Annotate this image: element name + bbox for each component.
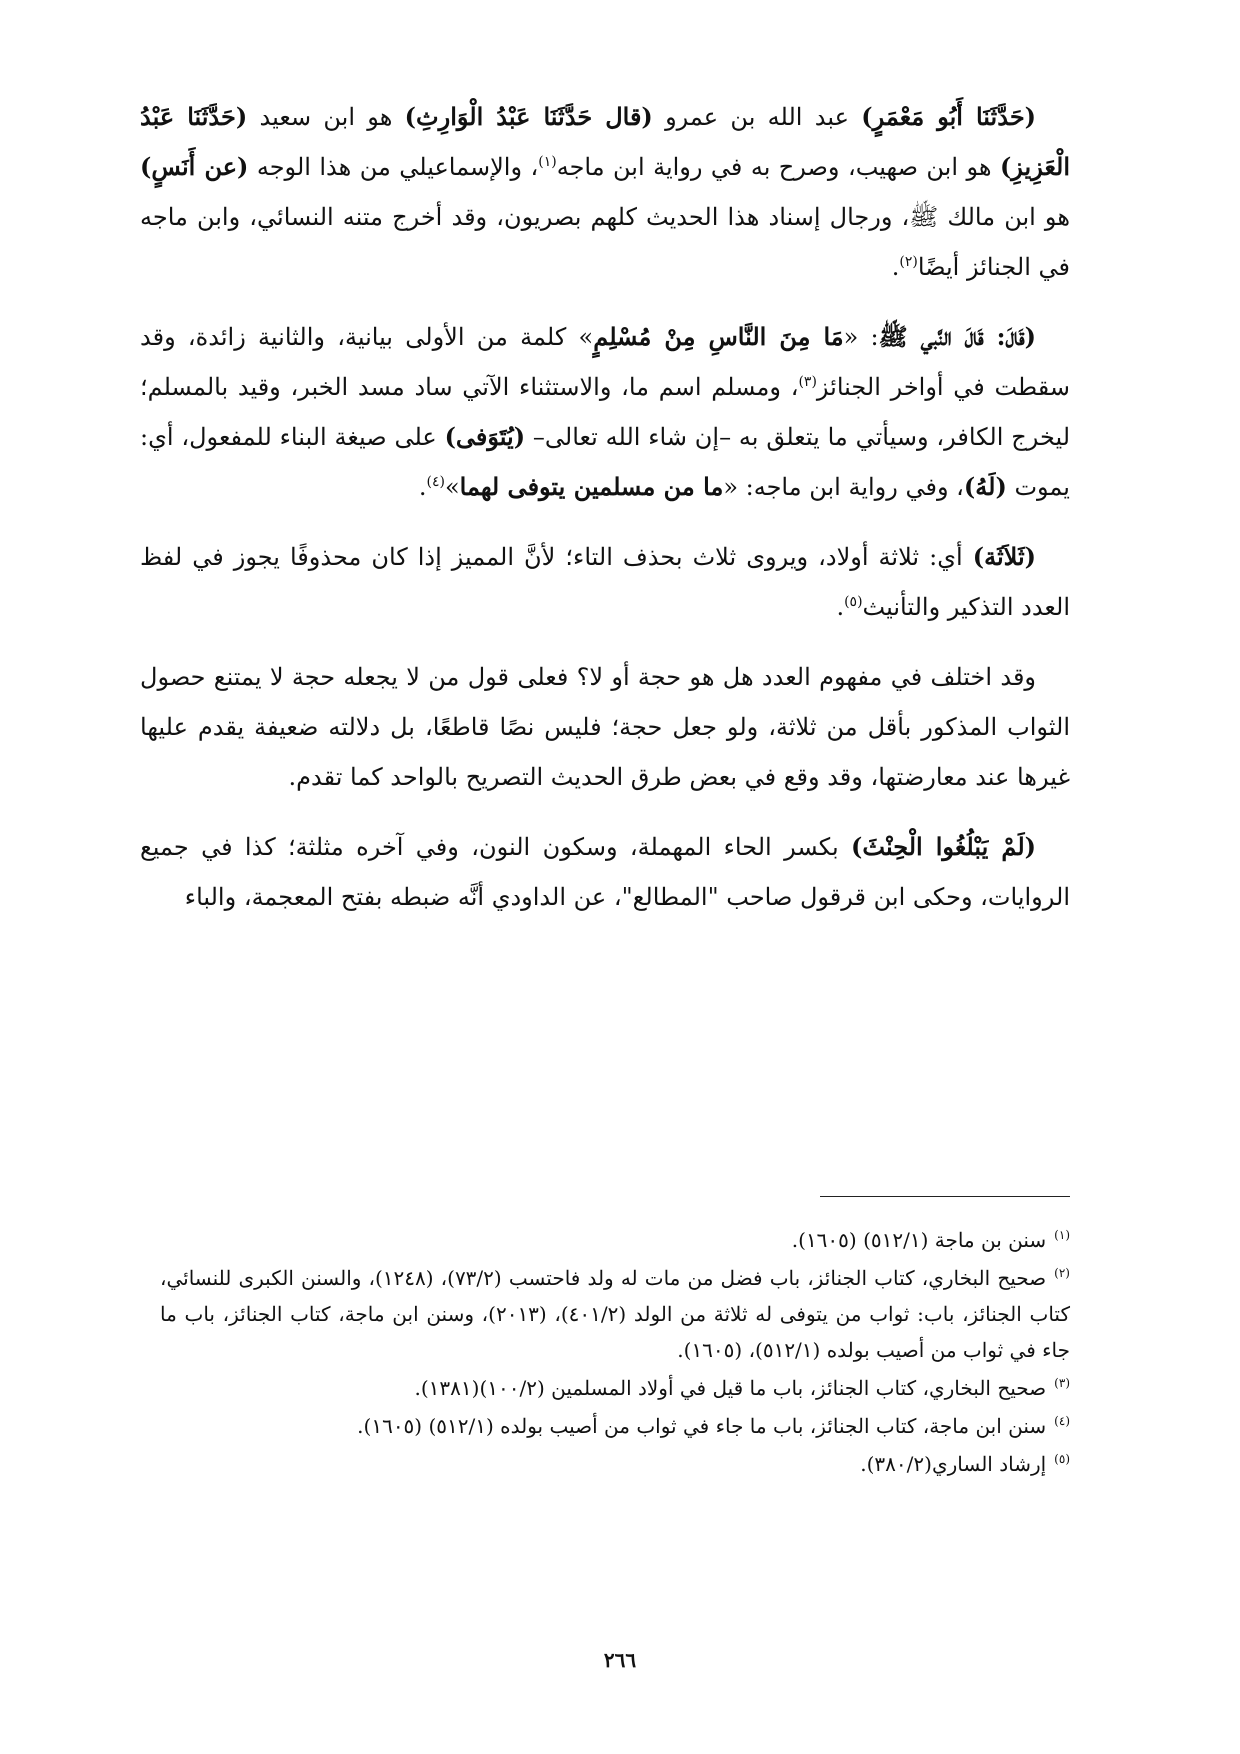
paragraph [140,822,1070,922]
text-run: » كلمة من الأولى بيانية، والثانية زائدة، وقد سقطت في أواخر الجنائز [140,323,1070,401]
bold-phrase: (يُتَوَفى) [444,422,526,451]
text-run: . [836,593,845,621]
text-run: هو ابن صهيب، وصرح به في رواية ابن ماجه [556,153,1000,181]
footnote-text: صحيح البخاري، كتاب الجنائز، باب فضل من مات له ولد فاحتسب (٧٣/٢)، (١٢٤٨)، والسنن الكبرى للنسائي، كتاب الجنائز، باب: ثواب من يتوفى له ثلاثة من الولد (٤٠١/٢)، (٢٠١٣)، وسنن ابن ماجة، كتاب الجنائز، باب ما جاء في ثواب من أصيب بولده (٥١٢/١)، (١٦٠٥). [160,1266,1070,1362]
footnote [160,1222,1070,1258]
footnote-separator [820,1196,1070,1197]
footnote-number: (٥) [1054,1452,1070,1467]
footnote-ref: (٤) [426,474,445,490]
text-run: » [444,473,460,501]
paragraph [140,92,1070,292]
bold-phrase: (حَدَّثَنَا عَبْدُ الْعَزِيزِ) [140,102,1071,181]
main-text [140,92,1070,942]
text-run: . [418,473,427,501]
footnote-text: صحيح البخاري، كتاب الجنائز، باب ما قيل في أولاد المسلمين (١٠٠/٢)(١٣٨١). [414,1376,1047,1400]
bold-phrase: (عن أَنَسٍ) [140,152,249,181]
text-run: : « [843,323,879,351]
footnote-text: إرشاد الساري(٣٨٠/٢). [860,1452,1047,1476]
bold-phrase: (لَهُ) [963,472,1007,501]
text-run: هو ابن مالك ﷺ، ورجال إسناد هذا الحديث كلهم بصريون، وقد أخرج متنه النسائي، وابن ماجه في الجنائز أيضًا [140,203,1070,281]
footnotes [160,1222,1070,1484]
page-number: ٢٦٦ [603,1648,637,1672]
footnote-text: سنن بن ماجة (٥١٢/١) (١٦٠٥). [791,1228,1047,1252]
footnote [160,1446,1070,1482]
paragraph [140,312,1070,512]
text-run: . [891,253,900,281]
bold-phrase: (ثَلاَثَة) [972,542,1036,571]
bold-phrase: (حَدَّثَنَا أَبُو مَعْمَرٍ) [861,102,1037,131]
text-run: على صيغة البناء للمفعول، أي: يموت [140,423,1070,501]
bold-phrase: (قَالَ: قَالَ النَّبي ﷺ [878,322,1036,351]
footnote-number: (٢) [1054,1266,1070,1281]
text-run: بكسر الحاء المهملة، وسكون النون، وفي آخره مثلثة؛ كذا في جميع الروايات، وحكى ابن قرقول صاحب "المطالع"، عن الداودي أنَّه ضبطه بفتح المعجمة، والباء [140,833,1070,911]
text-run: هو ابن سعيد [247,103,405,131]
text-run: وقد اختلف في مفهوم العدد هل هو حجة أو لا؟ فعلى قول من لا يجعله حجة لا يمتنع حصول الثواب المذكور بأقل من ثلاثة، ولو جعل حجة؛ فليس نصًا قاطعًا، بل دلالته ضعيفة يقدم عليها غيرها عند معارضتها، وقد وقع في بعض طرق الحديث التصريح بالواحد كما تقدم. [140,663,1070,791]
footnote-ref: (٥) [844,594,863,610]
footnote-number: (٣) [1054,1376,1070,1391]
paragraph [140,652,1070,802]
footnote-ref: (٣) [798,374,817,390]
footnote-text: سنن ابن ماجة، كتاب الجنائز، باب ما جاء في ثواب من أصيب بولده (٥١٢/١) (١٦٠٥). [357,1414,1047,1438]
footnote [160,1370,1070,1406]
text-run: ، والإسماعيلي من هذا الوجه [248,153,539,181]
bold-phrase: (قال حَدَّثَنَا عَبْدُ الْوَارِثِ) [404,102,653,131]
footnote [160,1408,1070,1444]
footnote-ref: (٢) [899,254,918,270]
footnote [160,1260,1070,1368]
footnote-ref: (١) [538,154,557,170]
bold-phrase: مَا مِنَ النَّاسِ مِنْ مُسْلِمٍ [593,322,844,351]
text-run: أي: ثلاثة أولاد، ويروى ثلاث بحذف التاء؛ لأنَّ المميز إذا كان محذوفًا يجوز في لفظ العدد التذكير والتأنيث [140,543,1070,621]
paragraph [140,532,1070,632]
text-run: ، ومسلم اسم ما، والاستثناء الآتي ساد مسد الخبر، وقيد بالمسلم؛ ليخرج الكافر، وسيأتي ما يتعلق به –إن شاء الله تعالى– [140,373,1071,451]
footnote-number: (١) [1054,1228,1070,1243]
footnote-number: (٤) [1054,1414,1070,1429]
bold-phrase: (لَمْ يَبْلُغُوا الْحِنْثَ) [851,832,1036,861]
text-run: ، وفي رواية ابن ماجه: « [723,473,964,501]
bold-phrase: ما من مسلمين يتوفى لهما [459,472,724,501]
text-run: عبد الله بن عمرو [652,103,862,131]
